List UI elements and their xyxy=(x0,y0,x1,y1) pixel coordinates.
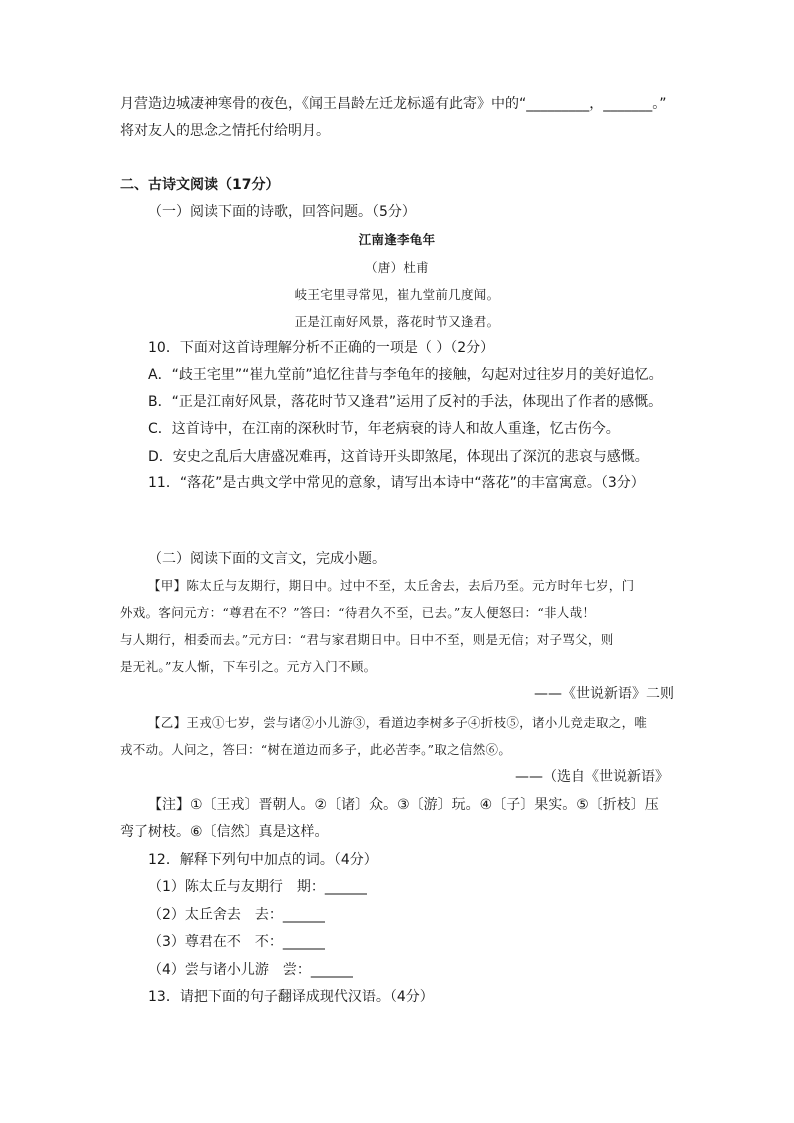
question-10-stem: 10．下面对这首诗理解分析不正确的一项是（ ）（2分） xyxy=(148,340,495,356)
question-12-stem: 12．解释下列句中加点的词。（4分） xyxy=(148,852,378,868)
part1-intro: （一）阅读下面的诗歌，回答问题。（5分） xyxy=(148,204,416,220)
previous-question-line-1: 月营造边城凄神寒骨的夜色，《闻王昌龄左迁龙标遥有此寄》中的“_________，_______。” xyxy=(120,96,667,112)
section-heading: 二、古诗文阅读（17分） xyxy=(120,177,280,193)
question-12-item-4: （4）尝与诸小儿游 尝：______ xyxy=(148,962,353,978)
question-10-option-a: A．“歧王宅里”“崔九堂前”追忆往昔与李龟年的接触，勾起对过往岁月的美好追忆。 xyxy=(148,367,663,383)
question-12-item-1: （1）陈太丘与友期行 期：______ xyxy=(148,879,367,895)
notes-line-2: 弯了树枝。⑥〔信然〕真是这样。 xyxy=(120,824,329,840)
question-13: 13．请把下面的句子翻译成现代汉语。（4分） xyxy=(148,989,434,1005)
notes-line-1: 【注】①〔王戎〕晋朝人。②〔诸〕众。③〔游〕玩。④〔子〕果实。⑤〔折枝〕压 xyxy=(148,797,659,813)
poem-title: 江南逢李龟年 xyxy=(358,232,436,247)
passage-yi-line-1: 【乙】王戎①七岁，尝与诸②小儿游③，看道边李树多子④折枝⑤，诸小儿竞走取之，唯 xyxy=(148,715,648,730)
passage-jia-line-4: 是无礼。”友人惭，下车引之。元方入门不顾。 xyxy=(120,659,377,674)
part2-intro: （二）阅读下面的文言文，完成小题。 xyxy=(148,551,386,567)
question-10-option-b: B．“正是江南好风景，落花时节又逢君”运用了反衬的手法，体现出了作者的感慨。 xyxy=(148,394,663,410)
passage-yi-source: ——（选自《世说新语》 xyxy=(515,769,669,785)
passage-jia-line-1: 【甲】陈太丘与友期行，期日中。过中不至，太丘舍去，去后乃至。元方时年七岁，门 xyxy=(148,578,635,593)
question-12-item-3: （3）尊君在不 不：______ xyxy=(148,934,325,950)
passage-yi-line-2: 戎不动。人问之，答曰：“树在道边而多子，此必苦李。”取之信然⑥。 xyxy=(120,742,512,757)
question-12-item-2: （2）太丘舍去 去：______ xyxy=(148,907,325,923)
passage-jia-line-3: 与人期行，相委而去。”元方曰：“君与家君期日中。日中不至，则是无信；对子骂父，则 xyxy=(120,632,614,647)
poem-author: （唐）杜甫 xyxy=(364,260,429,275)
question-10-option-c: C．这首诗中，在江南的深秋时节，年老病衰的诗人和故人重逢，忆古伤今。 xyxy=(148,421,620,437)
previous-question-line-2: 将对友人的思念之情托付给明月。 xyxy=(120,123,330,139)
passage-jia-source: ——《世说新语》二则 xyxy=(534,686,674,702)
poem-line-1: 岐王宅里寻常见，崔九堂前几度闻。 xyxy=(294,287,500,302)
question-10-option-d: D．安史之乱后大唐盛况难再，这首诗开头即煞尾，体现出了深沉的悲哀与感慨。 xyxy=(148,449,649,465)
poem-line-2: 正是江南好风景，落花时节又逢君。 xyxy=(294,314,500,329)
question-11: 11．“落花”是古典文学中常见的意象，请写出本诗中“落花”的丰富寓意。（3分） xyxy=(148,475,645,491)
passage-jia-line-2: 外戏。客问元方：“尊君在不？”答曰：“待君久不至，已去。”友人便怒曰：“非人哉！ xyxy=(120,605,596,620)
